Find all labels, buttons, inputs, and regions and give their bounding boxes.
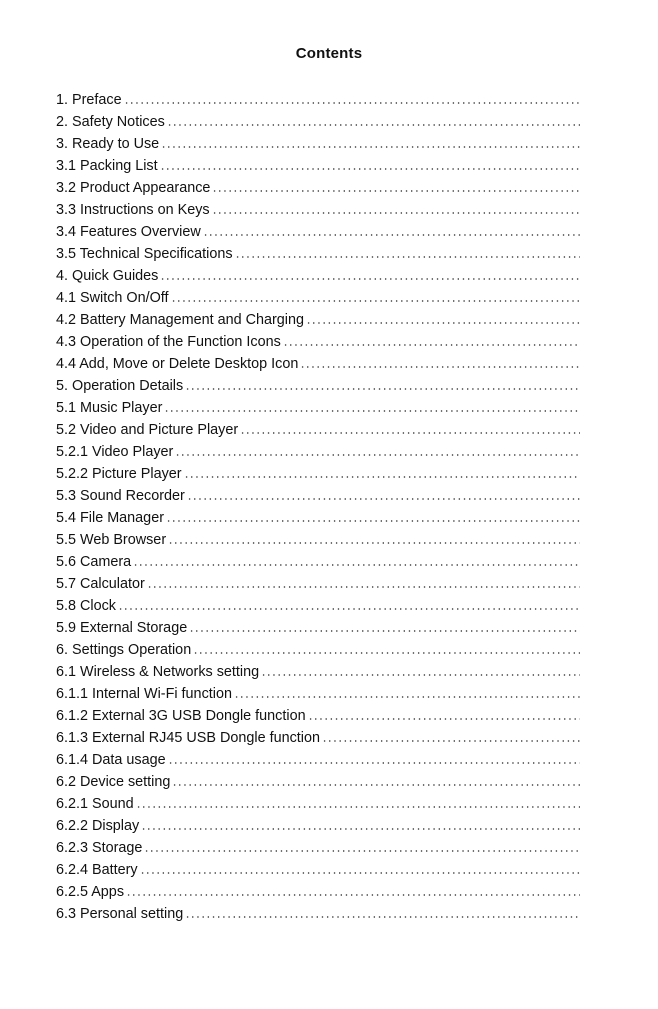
toc-entry-label: 5.3 Sound Recorder <box>56 488 185 504</box>
toc-entry-label: 6.1.2 External 3G USB Dongle function <box>56 708 306 724</box>
toc-entry <box>56 661 586 683</box>
toc-entry <box>56 617 586 639</box>
toc-entry-label: 5. Operation Details <box>56 378 184 394</box>
toc-entry <box>56 683 586 705</box>
toc-entry-label: 3.5 Technical Specifications <box>56 246 233 262</box>
dot-leader <box>140 872 580 874</box>
toc-entry <box>56 221 586 243</box>
dot-leader <box>167 124 580 126</box>
dot-leader <box>308 718 580 720</box>
dot-leader <box>187 498 580 500</box>
toc-entry <box>56 529 586 551</box>
toc-entry-label: 6.2.4 Battery <box>56 862 138 878</box>
dot-leader <box>261 674 580 676</box>
dot-leader <box>166 520 580 522</box>
toc-entry <box>56 463 586 485</box>
toc-entry-label: 5.6 Camera <box>56 554 132 570</box>
dot-leader <box>203 234 580 236</box>
toc-entry <box>56 727 586 749</box>
toc-entry <box>56 155 586 177</box>
dot-leader <box>144 850 580 852</box>
dot-leader <box>240 432 580 434</box>
toc-entry <box>56 595 586 617</box>
dot-leader <box>322 740 580 742</box>
dot-leader <box>184 476 580 478</box>
dot-leader <box>133 564 580 566</box>
toc-entry-label: 6. Settings Operation <box>56 642 192 658</box>
dot-leader <box>235 256 580 258</box>
table-of-contents <box>56 89 586 925</box>
toc-entry-label: 3.4 Features Overview <box>56 224 201 240</box>
toc-entry-label: 1. Preface <box>56 92 122 108</box>
toc-entry-label: 3.1 Packing List <box>56 158 158 174</box>
toc-entry <box>56 89 586 111</box>
toc-entry <box>56 111 586 133</box>
toc-entry-label: 4.1 Switch On/Off <box>56 290 169 306</box>
dot-leader <box>126 894 580 896</box>
toc-entry-label: 6.1.4 Data usage <box>56 752 166 768</box>
toc-entry <box>56 331 586 353</box>
toc-entry-label: 3.2 Product Appearance <box>56 180 211 196</box>
dot-leader <box>193 652 580 654</box>
dot-leader <box>300 366 580 368</box>
dot-leader <box>160 168 580 170</box>
toc-entry <box>56 177 586 199</box>
dot-leader <box>161 146 580 148</box>
toc-entry-label: 3.3 Instructions on Keys <box>56 202 210 218</box>
toc-entry-label: 6.3 Personal setting <box>56 906 184 922</box>
toc-entry-label: 4.2 Battery Management and Charging <box>56 312 304 328</box>
toc-entry <box>56 881 586 903</box>
toc-entry <box>56 265 586 287</box>
toc-entry <box>56 903 586 925</box>
dot-leader <box>147 586 580 588</box>
toc-entry-label: 4.3 Operation of the Function Icons <box>56 334 281 350</box>
toc-entry-label: 5.7 Calculator <box>56 576 145 592</box>
dot-leader <box>212 190 580 192</box>
dot-leader <box>185 388 580 390</box>
dot-leader <box>168 542 580 544</box>
toc-entry-label: 5.9 External Storage <box>56 620 188 636</box>
toc-entry <box>56 639 586 661</box>
toc-entry-label: 6.2.2 Display <box>56 818 140 834</box>
toc-entry <box>56 309 586 331</box>
toc-entry <box>56 837 586 859</box>
toc-entry <box>56 485 586 507</box>
toc-entry-label: 6.1.1 Internal Wi-Fi function <box>56 686 232 702</box>
toc-entry <box>56 573 586 595</box>
dot-leader <box>168 762 580 764</box>
toc-entry-label: 6.2.1 Sound <box>56 796 134 812</box>
dot-leader <box>160 278 580 280</box>
toc-entry <box>56 859 586 881</box>
dot-leader <box>283 344 580 346</box>
toc-entry <box>56 793 586 815</box>
toc-entry <box>56 133 586 155</box>
toc-entry-label: 5.8 Clock <box>56 598 116 614</box>
toc-entry <box>56 507 586 529</box>
toc-entry-label: 5.4 File Manager <box>56 510 164 526</box>
toc-entry <box>56 771 586 793</box>
toc-entry-label: 6.2 Device setting <box>56 774 171 790</box>
toc-entry-label: 6.1.3 External RJ45 USB Dongle function <box>56 730 320 746</box>
dot-leader <box>212 212 580 214</box>
dot-leader <box>175 454 580 456</box>
toc-entry-label: 2. Safety Notices <box>56 114 165 130</box>
dot-leader <box>306 322 580 324</box>
toc-entry <box>56 441 586 463</box>
dot-leader <box>185 916 580 918</box>
toc-entry <box>56 551 586 573</box>
toc-entry-label: 6.2.5 Apps <box>56 884 125 900</box>
toc-entry <box>56 353 586 375</box>
dot-leader <box>171 300 580 302</box>
toc-entry <box>56 287 586 309</box>
toc-entry-label: 4.4 Add, Move or Delete Desktop Icon <box>56 356 299 372</box>
toc-entry-label: 5.2.2 Picture Player <box>56 466 182 482</box>
toc-entry-label: 4. Quick Guides <box>56 268 159 284</box>
dot-leader <box>164 410 580 412</box>
dot-leader <box>118 608 580 610</box>
dot-leader <box>124 102 580 104</box>
toc-entry <box>56 815 586 837</box>
toc-entry-label: 5.2.1 Video Player <box>56 444 174 460</box>
toc-entry <box>56 419 586 441</box>
dot-leader <box>172 784 580 786</box>
toc-entry-label: 5.5 Web Browser <box>56 532 167 548</box>
toc-entry-label: 6.1 Wireless & Networks setting <box>56 664 260 680</box>
toc-entry-label: 5.1 Music Player <box>56 400 163 416</box>
dot-leader <box>189 630 580 632</box>
toc-entry <box>56 705 586 727</box>
toc-entry-label: 5.2 Video and Picture Player <box>56 422 239 438</box>
dot-leader <box>136 806 580 808</box>
contents-title: Contents <box>295 45 363 62</box>
toc-entry <box>56 397 586 419</box>
toc-entry <box>56 243 586 265</box>
toc-entry <box>56 375 586 397</box>
dot-leader <box>234 696 580 698</box>
toc-entry-label: 3. Ready to Use <box>56 136 160 152</box>
toc-entry <box>56 749 586 771</box>
toc-entry-label: 6.2.3 Storage <box>56 840 143 856</box>
toc-entry <box>56 199 586 221</box>
dot-leader <box>141 828 580 830</box>
